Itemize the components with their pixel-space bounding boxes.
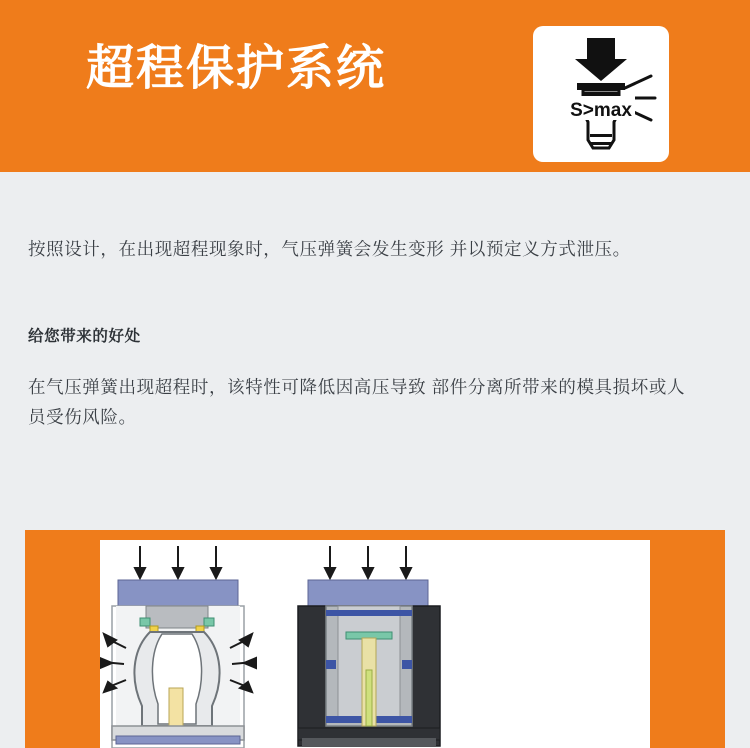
page-title: 超程保护系统 — [86, 42, 387, 95]
intro-paragraph: 按照设计，在出现超程现象时，气压弹簧会发生变形 并以预定义方式泄压。 — [28, 239, 631, 259]
gas-spring-cutaway-diagram — [25, 530, 725, 748]
overtravel-icon-label: S>max — [570, 100, 632, 121]
benefits-subheading: 给您带来的好处 — [28, 328, 141, 345]
diagram-canvas — [100, 540, 650, 748]
overtravel-protection-icon-graphic — [533, 26, 669, 162]
overtravel-protection-icon — [533, 26, 669, 162]
page-header — [0, 0, 750, 172]
benefits-paragraph: 在气压弹簧出现超程时，该特性可降低因高压导致 部件分离所带来的模具损坏或人员受伤风险。 — [28, 377, 686, 428]
diagram-graphic — [100, 540, 650, 748]
